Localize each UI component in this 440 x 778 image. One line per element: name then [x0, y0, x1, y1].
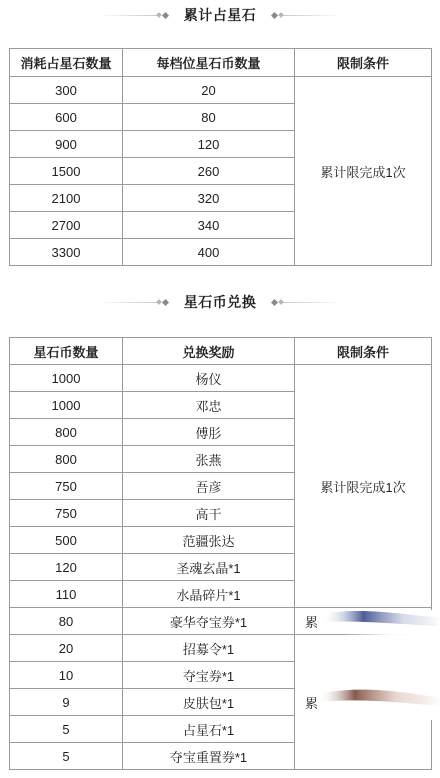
cell-coins: 340	[123, 212, 295, 239]
cell-reward: 夺宝重置券*1	[123, 743, 295, 770]
title-decoration-left	[97, 300, 170, 305]
cell-reward: 圣魂玄晶*1	[123, 554, 295, 581]
cell-coins: 80	[10, 608, 123, 635]
cell-reward: 邓忠	[123, 392, 295, 419]
title-decoration-right	[270, 300, 343, 305]
header-coins-per-tier: 每档位星石币数量	[123, 49, 295, 77]
table-header-row	[10, 49, 432, 77]
title-decoration-left	[97, 13, 170, 18]
cell-stars: 2700	[10, 212, 123, 239]
cell-coins: 110	[10, 581, 123, 608]
header-consume-stars: 消耗占星石数量	[10, 49, 123, 77]
header-limit: 限制条件	[295, 49, 432, 77]
cell-stars: 3300	[10, 239, 123, 266]
table-row	[10, 77, 432, 104]
title-decoration-right	[270, 13, 343, 18]
cell-reward: 夺宝券*1	[123, 662, 295, 689]
cell-reward: 吾彦	[123, 473, 295, 500]
cell-reward: 高干	[123, 500, 295, 527]
cell-limit: 累计限完成1次	[295, 77, 432, 266]
cell-coins: 80	[123, 104, 295, 131]
table-row	[10, 365, 432, 392]
cell-reward: 占星石*1	[123, 716, 295, 743]
cell-reward: 水晶碎片*1	[123, 581, 295, 608]
header-coin-amount: 星石币数量	[10, 338, 123, 365]
cell-limit-obscured	[295, 635, 432, 770]
cell-reward: 皮肤包*1	[123, 689, 295, 716]
cell-coins: 400	[123, 239, 295, 266]
cell-coins: 800	[10, 419, 123, 446]
cell-reward: 傅肜	[123, 419, 295, 446]
header-limit: 限制条件	[295, 338, 432, 365]
table-header-row	[10, 338, 432, 365]
cell-stars: 1500	[10, 158, 123, 185]
cell-coins: 120	[123, 131, 295, 158]
cell-coins: 20	[10, 635, 123, 662]
cell-coins: 750	[10, 500, 123, 527]
section-title-text: 累计占星石	[183, 7, 257, 23]
cell-coins: 320	[123, 185, 295, 212]
coin-exchange-table	[9, 337, 432, 770]
cell-limit-partial-text: 累	[305, 695, 319, 711]
cell-reward: 豪华夺宝券*1	[123, 608, 295, 635]
cell-limit-obscured	[295, 608, 432, 635]
section-title-accumulated-stars	[0, 5, 440, 25]
cell-coins: 5	[10, 716, 123, 743]
cell-limit: 累计限完成1次	[295, 365, 432, 608]
header-reward: 兑换奖励	[123, 338, 295, 365]
cell-limit-partial-text: 累	[305, 614, 319, 630]
cell-coins: 1000	[10, 392, 123, 419]
cell-reward: 张燕	[123, 446, 295, 473]
cell-coins: 20	[123, 77, 295, 104]
cell-reward: 招募令*1	[123, 635, 295, 662]
cell-coins: 10	[10, 662, 123, 689]
cell-stars: 300	[10, 77, 123, 104]
cell-coins: 260	[123, 158, 295, 185]
accumulated-stars-table	[9, 48, 432, 266]
section-title-text: 星石币兑换	[183, 294, 257, 310]
cell-stars: 2100	[10, 185, 123, 212]
cell-stars: 900	[10, 131, 123, 158]
cell-coins: 800	[10, 446, 123, 473]
cell-coins: 120	[10, 554, 123, 581]
cell-coins: 5	[10, 743, 123, 770]
section-title-coin-exchange	[0, 292, 440, 312]
table-row	[10, 635, 432, 662]
cell-coins: 500	[10, 527, 123, 554]
cell-coins: 1000	[10, 365, 123, 392]
cell-coins: 750	[10, 473, 123, 500]
cell-reward: 杨仪	[123, 365, 295, 392]
cell-reward: 范疆张达	[123, 527, 295, 554]
cell-coins: 9	[10, 689, 123, 716]
cell-stars: 600	[10, 104, 123, 131]
table-row	[10, 608, 432, 635]
